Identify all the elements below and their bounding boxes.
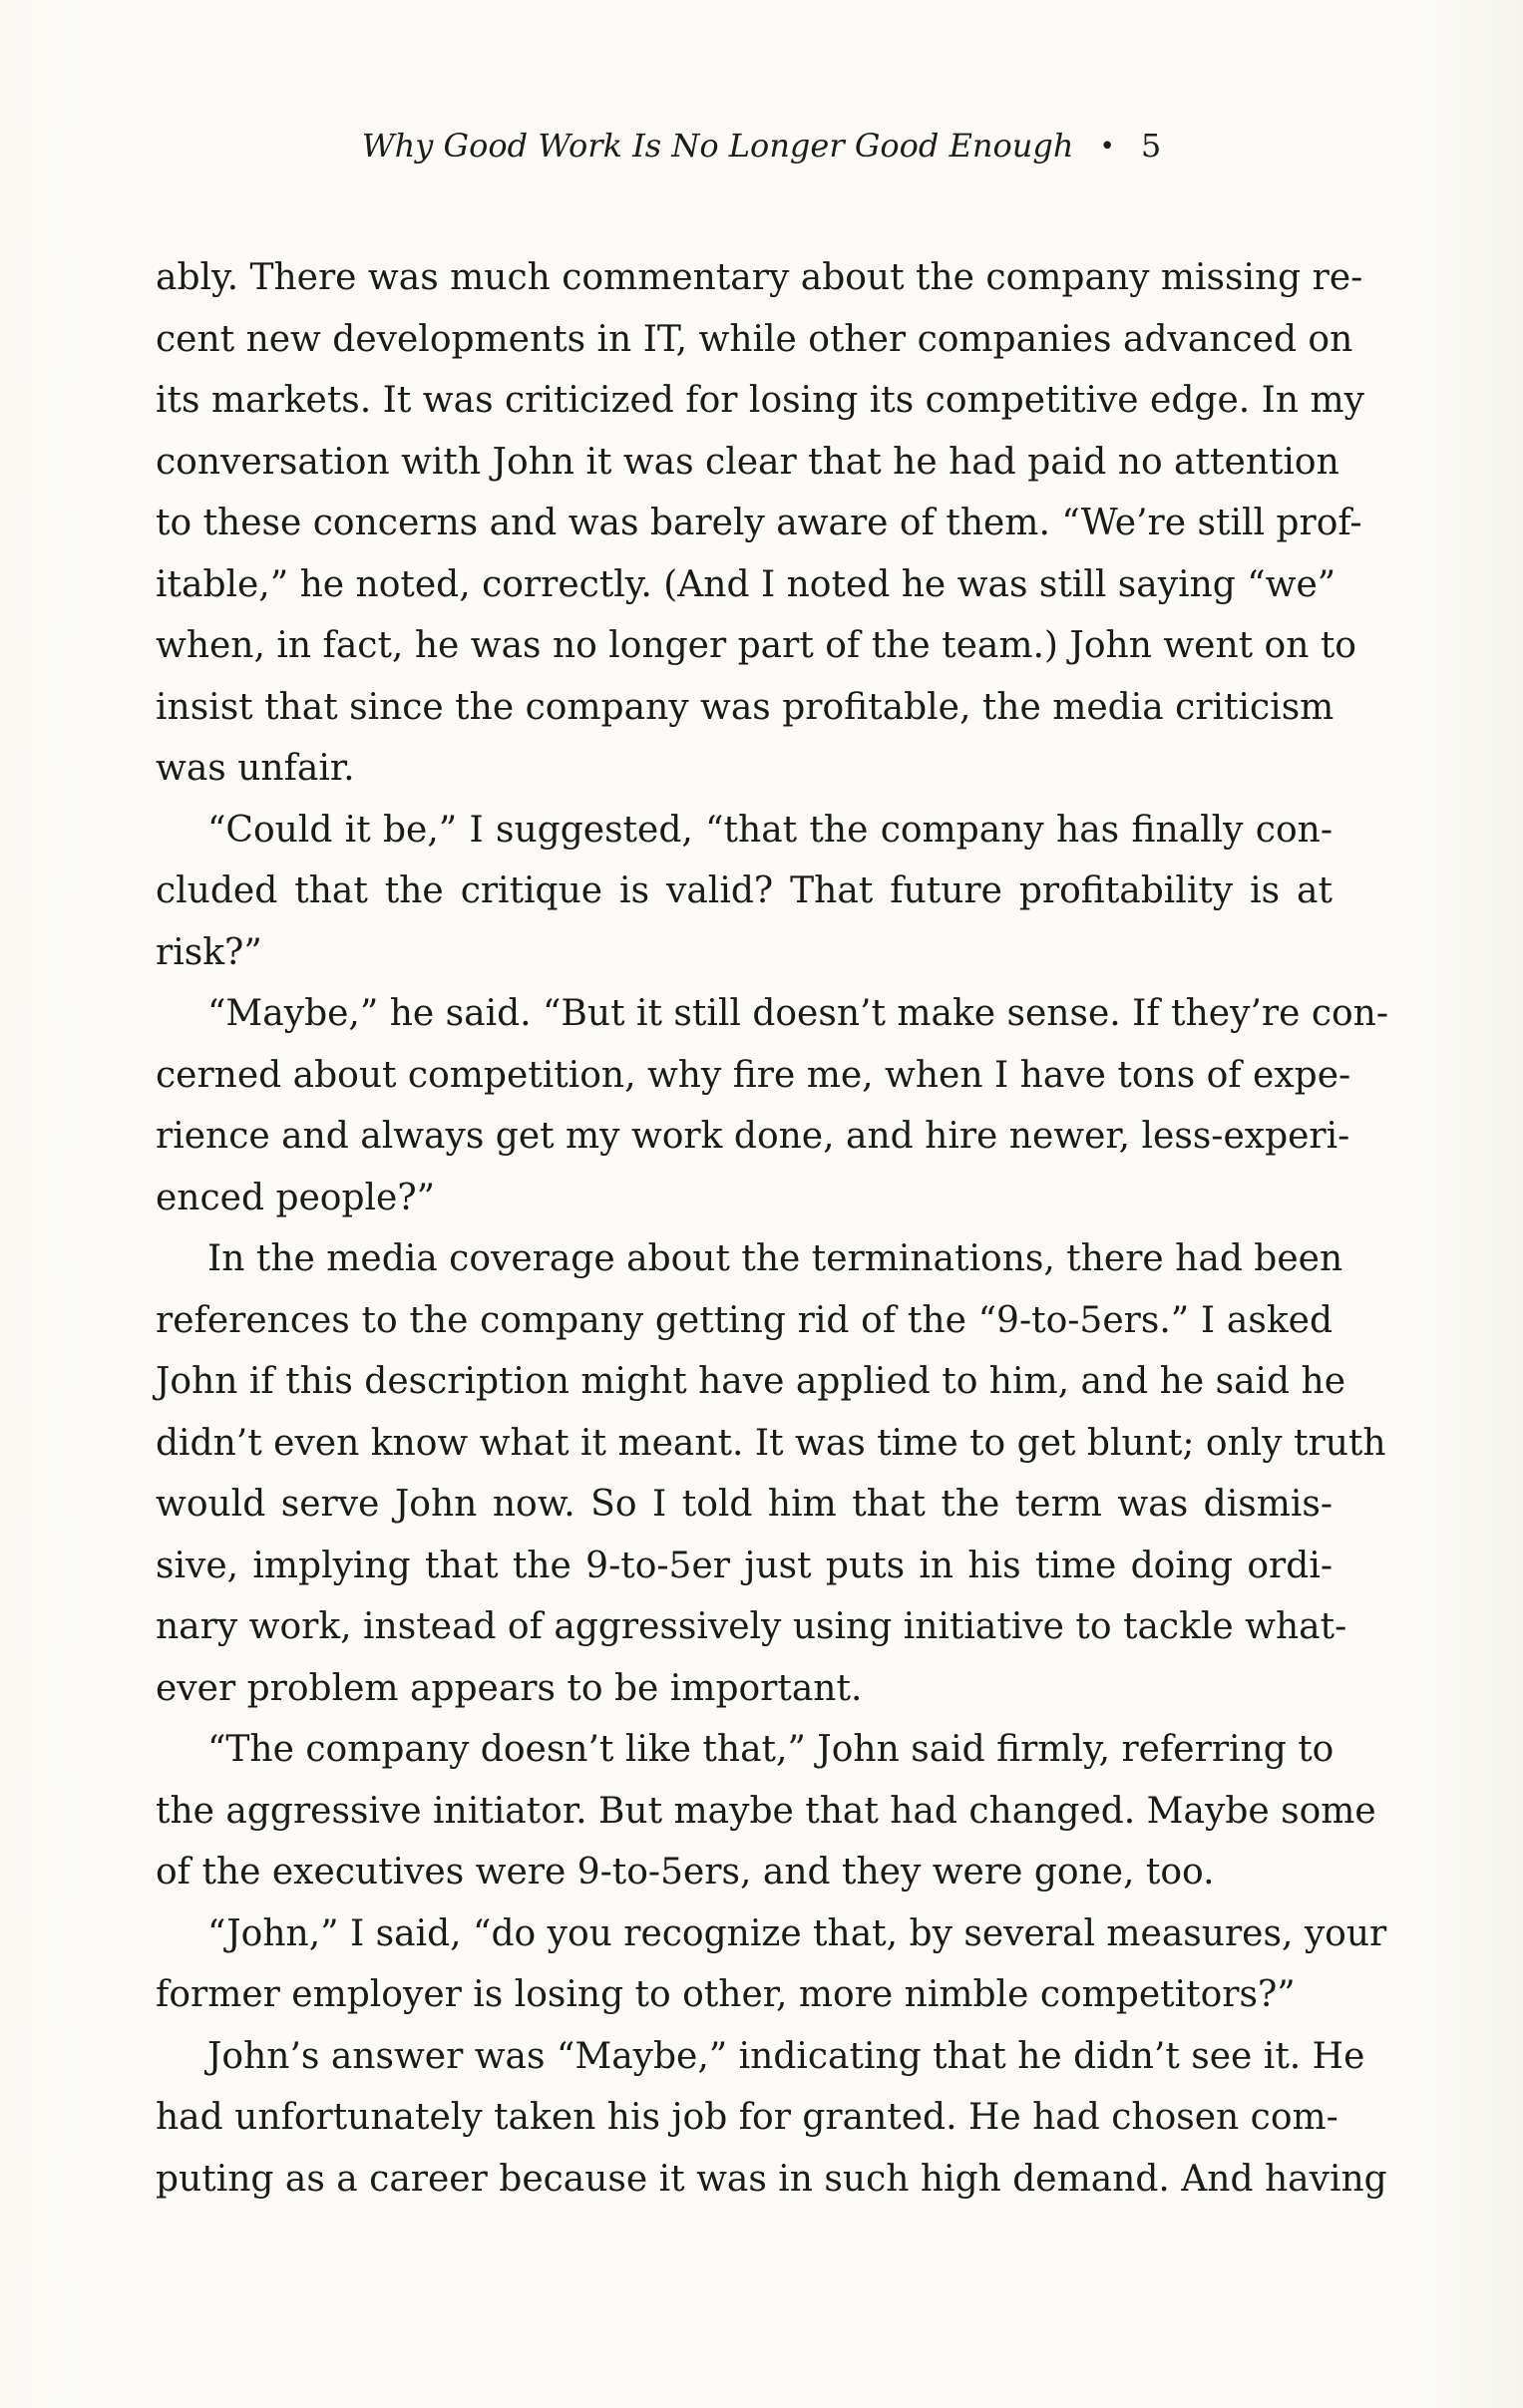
running-head-title: Why Good Work Is No Longer Good Enough [361,127,1074,165]
text-line: risk?” [156,931,262,973]
text-line: conversation with John it was clear that he had paid no attention [156,441,1339,483]
text-line: former employer is losing to other, more nimble competitors?” [156,1974,1296,2015]
text-line: ably. There was much commentary about the company missing re- [156,257,1363,298]
text-line: John’s answer was “Maybe,” indicating that he didn’t see it. He [207,2035,1365,2077]
text-line: insist that since the company was profitable, the media criticism [156,686,1334,728]
text-line: itable,” he noted, correctly. (And I noted he was still saying “we” [156,563,1336,605]
text-line: In the media coverage about the terminations, there had been [207,1238,1343,1279]
text-line: would serve John now. So I told him that the term was dismis- [156,1484,1333,1525]
running-head [0,122,1523,171]
text-line: “Maybe,” he said. “But it still doesn’t make sense. If they’re con- [207,993,1389,1034]
text-line: didn’t even know what it meant. It was time to get blunt; only truth [156,1422,1386,1464]
text-line: puting as a career because it was in such high demand. And having [156,2158,1387,2200]
text-line: of the executives were 9-to-5ers, and they were gone, too. [156,1852,1215,1892]
body-text [156,247,1389,2210]
page-number: 5 [1140,127,1162,165]
text-line: its markets. It was criticized for losing its competitive edge. In my [156,380,1364,421]
text-line: “John,” I said, “do you recognize that, by several measures, your [207,1912,1387,1954]
text-line: ever problem appears to be important. [156,1667,863,1709]
text-line: “Could it be,” I suggested, “that the company has finally con- [207,809,1333,851]
text-line: cent new developments in IT, while other companies advanced on [156,318,1353,360]
text-line: “The company doesn’t like that,” John said firmly, referring to [207,1729,1334,1770]
running-head-separator: • [1099,132,1115,162]
text-line: cerned about competition, why fire me, when I have tons of expe- [156,1054,1351,1096]
text-line: references to the company getting rid of the “9-to-5ers.” I asked [156,1299,1333,1341]
text-line: was unfair. [156,748,355,789]
text-line: had unfortunately taken his job for granted. He had chosen com- [156,2097,1338,2138]
text-line: John if this description might have applied to him, and he said he [156,1361,1346,1402]
text-line: nary work, instead of aggressively using initiative to tackle what- [156,1606,1347,1647]
text-line: cluded that the critique is valid? That future profitability is at [156,870,1333,911]
text-line: when, in fact, he was no longer part of the team.) John went on to [156,625,1356,666]
text-line: to these concerns and was barely aware of them. “We’re still prof- [156,503,1362,543]
text-line: the aggressive initiator. But maybe that had changed. Maybe some [156,1790,1376,1832]
text-line: sive, implying that the 9-to-5er just puts in his time doing ordi- [156,1545,1333,1586]
text-line: rience and always get my work done, and hire newer, less-experi- [156,1116,1350,1157]
text-line: enced people?” [156,1177,436,1218]
